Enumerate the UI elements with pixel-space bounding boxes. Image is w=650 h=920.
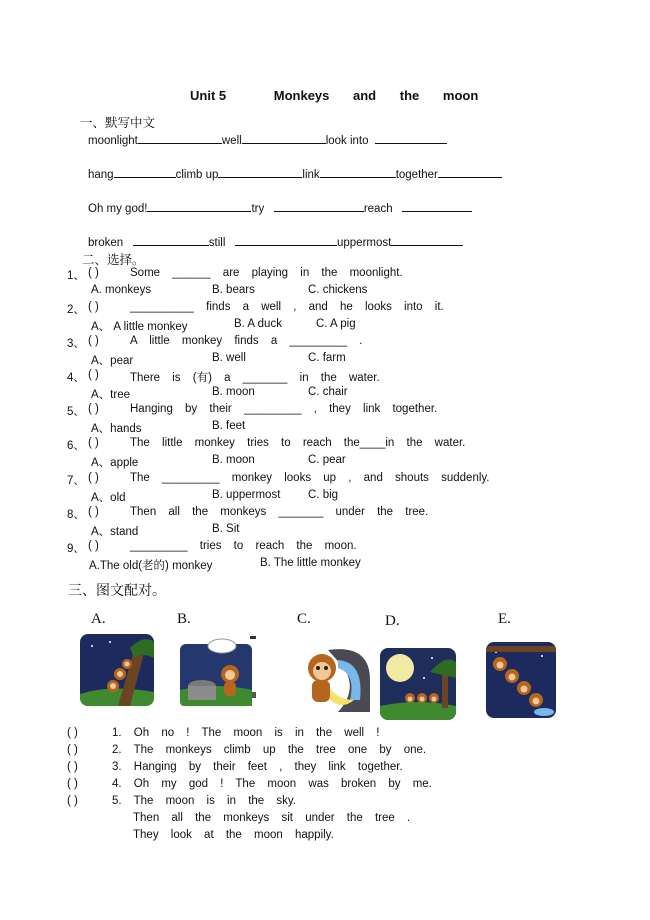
question-number: 5、: [67, 406, 85, 418]
answer-paren[interactable]: ( ): [88, 437, 99, 449]
vocab-row: [88, 233, 463, 249]
answer-option[interactable]: B. bears: [212, 284, 255, 296]
vocab-row: [88, 131, 447, 147]
vocab-word: broken: [88, 237, 124, 249]
picture-label: D.: [385, 613, 400, 629]
title-word: moon: [442, 88, 479, 103]
match-continuation-line: Then all the monkeys sit under the tree .: [133, 812, 411, 824]
match-sentence: 5. The moon is in the sky.: [112, 795, 296, 807]
answer-option[interactable]: B. moon: [212, 386, 255, 398]
page-title: [190, 88, 478, 103]
match-answer-paren[interactable]: ( ): [67, 795, 78, 807]
answer-blank[interactable]: [391, 233, 463, 246]
answer-option[interactable]: C. big: [308, 489, 339, 501]
answer-option[interactable]: A、apple: [91, 457, 139, 469]
section1-heading: 一、默写中文: [80, 116, 156, 130]
vocab-word: still: [208, 237, 226, 249]
vocab-word: reach: [363, 203, 393, 215]
answer-paren[interactable]: ( ): [88, 335, 99, 347]
vocab-word: well: [221, 135, 242, 147]
answer-option[interactable]: A、old: [91, 492, 126, 504]
question-number: 8、: [67, 509, 85, 521]
answer-blank[interactable]: [138, 131, 222, 144]
match-answer-paren[interactable]: ( ): [67, 778, 78, 790]
match-answer-paren[interactable]: ( ): [67, 761, 78, 773]
match-sentence: 3. Hanging by their feet , they link together.: [112, 761, 403, 773]
answer-option[interactable]: C. farm: [308, 352, 346, 364]
answer-paren[interactable]: ( ): [88, 369, 99, 381]
vocab-word: uppermost: [336, 237, 392, 249]
vocab-word: hang: [88, 169, 114, 181]
picture-label: C.: [297, 611, 311, 627]
title-word: Monkeys: [273, 88, 330, 103]
answer-option[interactable]: B. Sit: [212, 523, 240, 535]
vocab-word: climb up: [175, 169, 219, 181]
question-number: 2、: [67, 304, 85, 316]
section3-heading: 三、图文配对。: [68, 582, 166, 598]
title-word: and: [353, 88, 377, 103]
answer-option[interactable]: A、stand: [91, 526, 139, 538]
question-number: 3、: [67, 338, 85, 350]
answer-option[interactable]: C. A pig: [316, 318, 356, 330]
picture-b-monkey-at-well: [180, 634, 260, 706]
match-answer-paren[interactable]: ( ): [67, 727, 78, 739]
question-text: There is (有) a _______ in the water.: [130, 372, 380, 384]
question-number: 6、: [67, 440, 85, 452]
question-text: The _________ monkey looks up , and shouts suddenly.: [130, 472, 490, 484]
answer-blank[interactable]: [274, 199, 364, 212]
answer-blank[interactable]: [402, 199, 472, 212]
match-sentence: 4. Oh my god ! The moon was broken by me.: [112, 778, 432, 790]
answer-option[interactable]: B. The little monkey: [260, 557, 361, 569]
answer-option[interactable]: C. chickens: [308, 284, 368, 296]
answer-paren[interactable]: ( ): [88, 472, 99, 484]
vocab-word: look into: [325, 135, 369, 147]
picture-d-monkeys-under-moon: [380, 648, 456, 720]
vocab-word: try: [251, 203, 265, 215]
answer-paren[interactable]: ( ): [88, 267, 99, 279]
answer-option[interactable]: C. pear: [308, 454, 346, 466]
match-sentence: 2. The monkeys climb up the tree one by one.: [112, 744, 427, 756]
vocab-word: together: [395, 169, 438, 181]
answer-blank[interactable]: [235, 233, 337, 246]
picture-c-monkey-reaching-moon: [298, 640, 370, 712]
section2-heading: 二、选择。: [82, 253, 145, 267]
match-sentence: 1. Oh no ! The moon is in the well !: [112, 727, 380, 739]
answer-blank[interactable]: [147, 199, 251, 212]
title-word: the: [399, 88, 420, 103]
picture-a-monkeys-climbing-tree: [80, 634, 154, 706]
answer-option[interactable]: B. well: [212, 352, 246, 364]
answer-paren[interactable]: ( ): [88, 301, 99, 313]
answer-option[interactable]: C. chair: [308, 386, 348, 398]
answer-option[interactable]: A.The old(老的) monkey: [89, 560, 213, 572]
question-number: 9、: [67, 543, 85, 555]
answer-option[interactable]: A、 A little monkey: [91, 321, 188, 333]
picture-e-monkeys-linking-together: [486, 642, 556, 718]
vocab-word: Oh my god!: [88, 203, 148, 215]
answer-option[interactable]: A、pear: [91, 355, 134, 367]
question-number: 7、: [67, 475, 85, 487]
question-number: 4、: [67, 372, 85, 384]
answer-paren[interactable]: ( ): [88, 506, 99, 518]
question-text: Then all the monkeys _______ under the tree.: [130, 506, 429, 518]
answer-option[interactable]: A、hands: [91, 423, 142, 435]
answer-blank[interactable]: [438, 165, 502, 178]
answer-blank[interactable]: [375, 131, 447, 144]
vocab-word: moonlight: [88, 135, 138, 147]
vocab-row: [88, 199, 472, 215]
question-text: __________ finds a well , and he looks into it.: [130, 301, 444, 313]
picture-label: E.: [498, 611, 511, 627]
answer-blank[interactable]: [320, 165, 396, 178]
answer-blank[interactable]: [114, 165, 176, 178]
answer-paren[interactable]: ( ): [88, 540, 99, 552]
answer-option[interactable]: B. feet: [212, 420, 246, 432]
answer-option[interactable]: A、tree: [91, 389, 130, 401]
match-continuation-line: They look at the moon happily.: [133, 829, 334, 841]
question-number: 1、: [67, 270, 85, 282]
match-answer-paren[interactable]: ( ): [67, 744, 78, 756]
title-unit: Unit 5: [190, 88, 227, 103]
question-text: A little monkey finds a _________ .: [130, 335, 363, 347]
answer-option[interactable]: B. A duck: [234, 318, 282, 330]
picture-label: A.: [91, 611, 106, 627]
answer-paren[interactable]: ( ): [88, 403, 99, 415]
question-text: Some ______ are playing in the moonlight.: [130, 267, 403, 279]
picture-label: B.: [177, 611, 191, 627]
answer-blank[interactable]: [242, 131, 326, 144]
question-text: Hanging by their _________ , they link together.: [130, 403, 438, 415]
vocab-word: link: [302, 169, 320, 181]
answer-blank[interactable]: [218, 165, 302, 178]
answer-blank[interactable]: [133, 233, 209, 246]
answer-option[interactable]: B. moon: [212, 454, 255, 466]
vocab-row: [88, 165, 502, 181]
answer-option[interactable]: B. uppermost: [212, 489, 281, 501]
question-text: The little monkey tries to reach the____in the water.: [130, 437, 466, 449]
answer-option[interactable]: A. monkeys: [91, 284, 152, 296]
question-text: _________ tries to reach the moon.: [130, 540, 357, 552]
